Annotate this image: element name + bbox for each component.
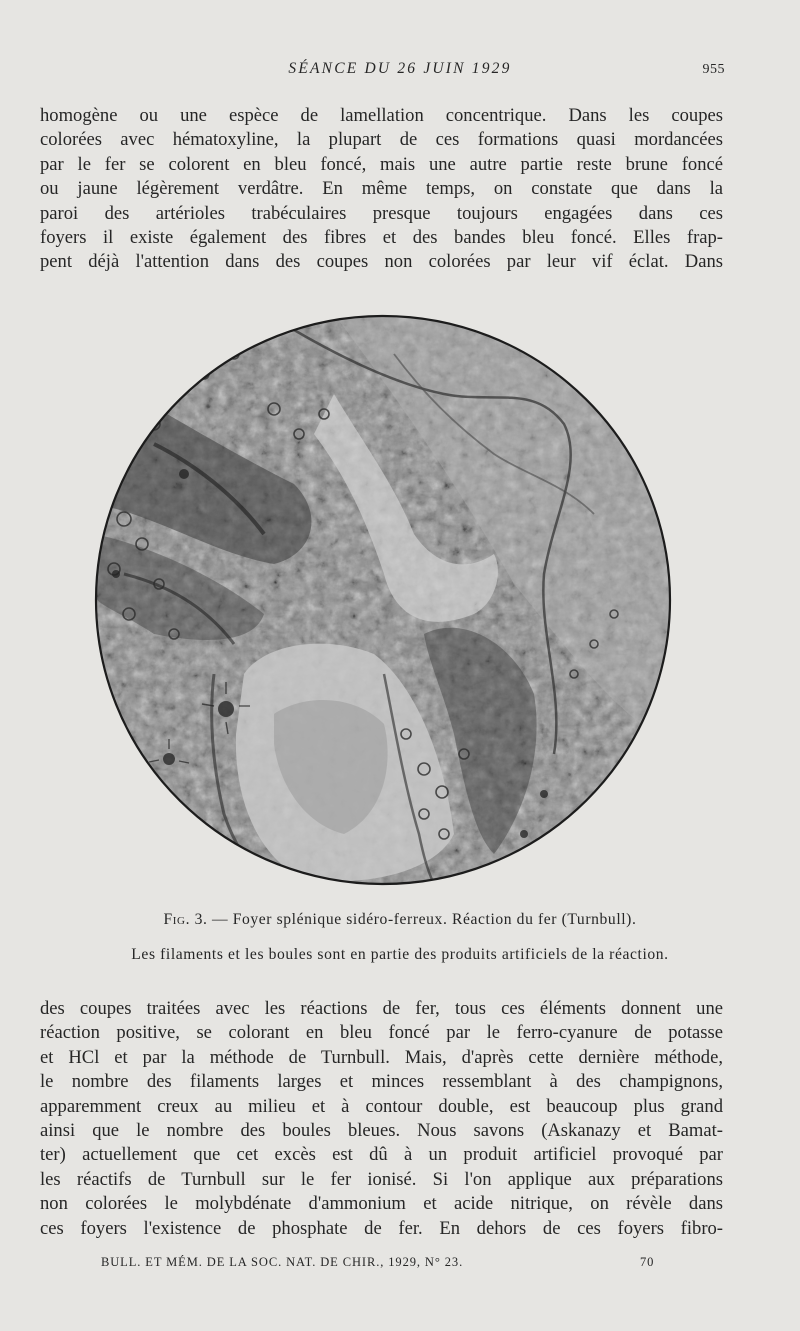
text-line: ou jaune légèrement verdâtre. En même temps, on constate que dans la — [40, 178, 723, 200]
text-line: des coupes traitées avec les réactions de fer, tous ces éléments donnent une — [40, 998, 723, 1019]
text-line: paroi des artérioles trabéculaires presque toujours engagées dans ces — [40, 202, 723, 224]
body-paragraph-1 — [40, 104, 723, 275]
running-title: SÉANCE DU 26 JUIN 1929 — [288, 60, 512, 77]
running-head — [0, 58, 800, 84]
micrograph-figure — [94, 314, 672, 886]
text-line: ter) actuellement que cet excès est dû à un produit artificiel provoqué par — [40, 1144, 723, 1166]
page-number: 955 — [702, 62, 725, 77]
text-line: le nombre des filaments larges et minces ressemblant à des champignons, — [40, 1071, 723, 1093]
text-line: foyers il existe également des fibres et des bandes bleu foncé. Elles frap- — [40, 227, 723, 249]
text-line: et HCl et par la méthode de Turnbull. Mais, d'après cette dernière méthode, — [40, 1046, 723, 1068]
figure-label: Fig. 3. — [163, 911, 208, 928]
figure-caption-line-2: Les filaments et les boules sont en partie des produits artificiels de la réaction. — [131, 946, 669, 963]
text-line: homogène ou une espèce de lamellation concentrique. Dans les coupes — [40, 105, 723, 126]
text-line: apparemment creux au milieu et à contour double, est beaucoup plus grand — [40, 1095, 723, 1117]
text-line: pent déjà l'attention dans des coupes non colorées par leur vif éclat. Dans — [40, 251, 723, 273]
text-line: réaction positive, se colorant en bleu foncé par le ferro-cyanure de potasse — [40, 1022, 723, 1044]
text-line: ces foyers l'existence de phosphate de fer. En dehors de ces foyers fibro- — [40, 1217, 723, 1239]
journal-citation: BULL. ET MÉM. DE LA SOC. NAT. DE CHIR., 1929, N° 23. — [101, 1255, 464, 1269]
body-paragraph-2 — [40, 997, 723, 1241]
text-line: non colorées le molybdénate d'ammonium et acide nitrique, on révèle dans — [40, 1193, 723, 1215]
figure-caption-title: — Foyer splénique sidéro-ferreux. Réaction du fer (Turnbull). — [212, 911, 637, 928]
figure-caption-line-1 — [0, 911, 800, 929]
text-line: ainsi que le nombre des boules bleues. Nous savons (Askanazy et Bamat- — [40, 1120, 723, 1142]
text-line: par le fer se colorent en bleu foncé, mais une autre partie reste brune foncé — [40, 153, 723, 175]
signature-number: 70 — [640, 1255, 655, 1269]
text-line: colorées avec hématoxyline, la plupart de ces formations quasi mordancées — [40, 129, 723, 151]
page-footer — [0, 1255, 800, 1277]
text-line: les réactifs de Turnbull sur le fer ionisé. Si l'on applique aux préparations — [40, 1168, 723, 1190]
